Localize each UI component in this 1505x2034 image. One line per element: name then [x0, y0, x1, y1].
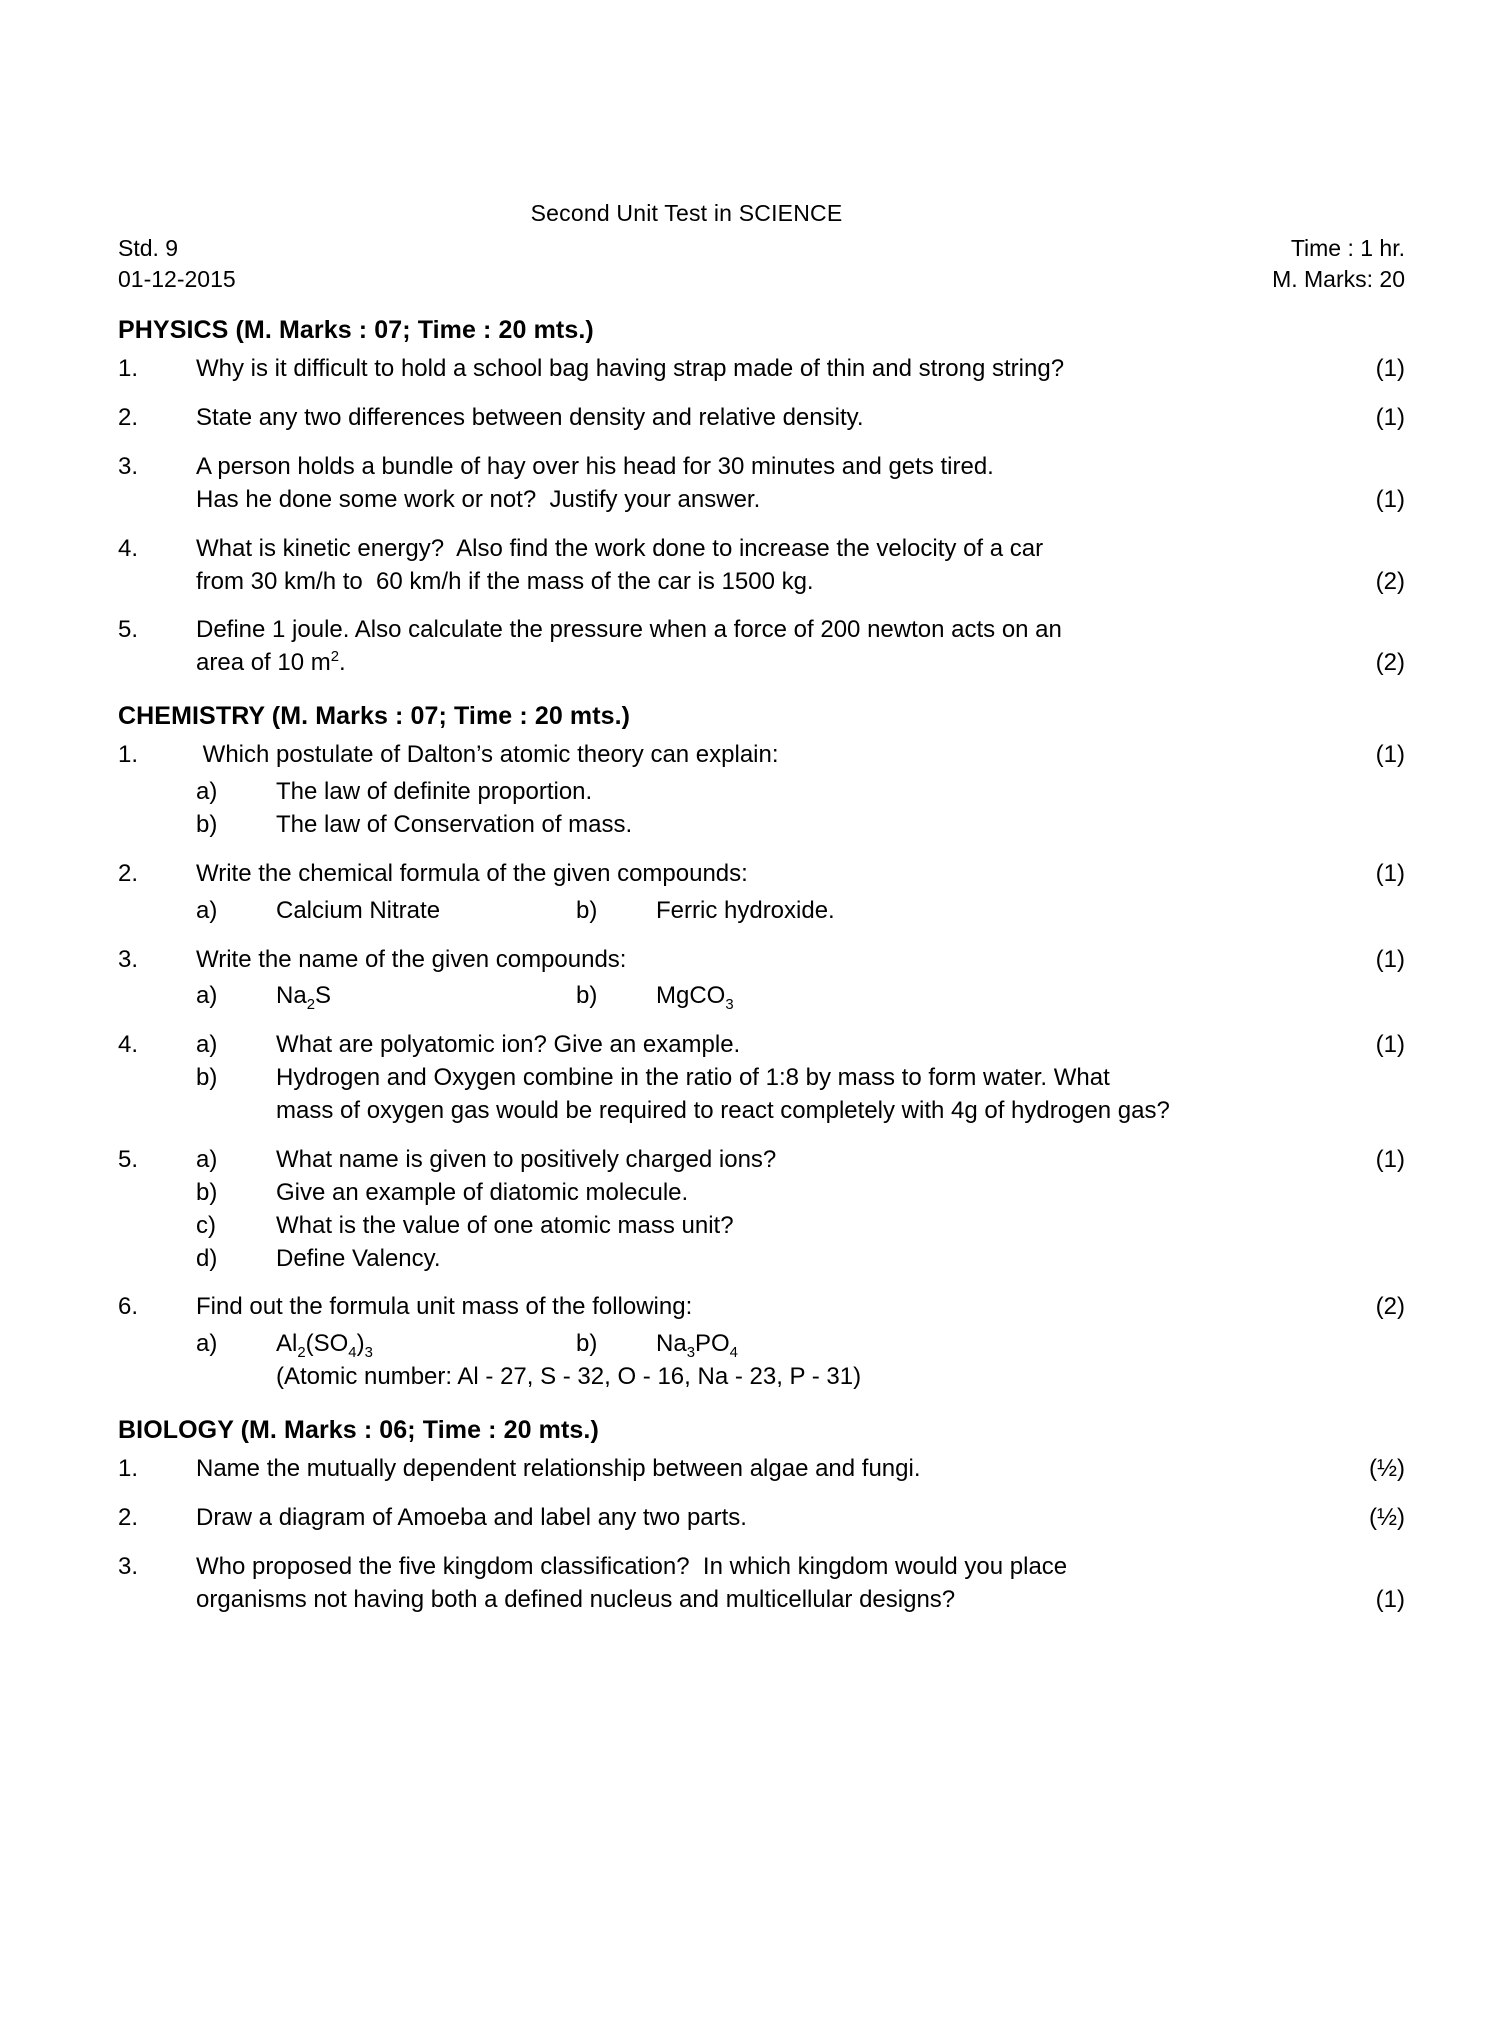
header-meta-row	[118, 233, 1405, 294]
question-subpart	[196, 980, 576, 1013]
question-chemistry-4	[118, 1029, 1405, 1128]
question-physics-5	[118, 614, 1405, 680]
question-text	[196, 614, 1313, 680]
question-marks: (1)	[1375, 404, 1405, 432]
chemical-formula: $Al_2(SO_4)_3$	[276, 1330, 373, 1362]
question-line: What is kinetic energy? Also find the work done to increase the velocity of a car	[196, 534, 1044, 562]
chemical-formula: MgCO$_3$	[656, 982, 734, 1014]
question-chemistry-5	[118, 1144, 1405, 1276]
subpart-text: What are polyatomic ion? Give an example.	[276, 1031, 741, 1059]
atomic-number-note: (Atomic number: Al - 27, S - 32, O - 16, Na - 23, P - 31)	[276, 1363, 862, 1391]
question-text	[196, 1453, 1313, 1486]
question-text	[196, 1029, 1313, 1128]
question-line: Draw a diagram of Amoeba and label any two parts.	[196, 1503, 747, 1531]
subpart-label: c)	[196, 1211, 216, 1239]
question-marks: (1)	[1375, 741, 1405, 769]
subpart-label: d)	[196, 1244, 218, 1272]
question-text	[196, 1144, 1313, 1276]
question-line: Who proposed the five kingdom classification? In which kingdom would you place	[196, 1552, 1068, 1580]
question-text	[196, 858, 1313, 928]
question-number: 2.	[118, 1503, 139, 1531]
question-line: Why is it difficult to hold a school bag having strap made of thin and strong string?	[196, 355, 1065, 383]
question-stem: Which postulate of Dalton’s atomic theory can explain:	[196, 741, 779, 769]
section-heading-physics: PHYSICS (M. Marks : 07; Time : 20 mts.)	[118, 316, 594, 345]
header-meta-right	[1272, 233, 1405, 294]
subpart-label: b)	[196, 1178, 218, 1206]
question-number: 5.	[118, 616, 139, 644]
question-subpart	[196, 776, 1313, 809]
question-stem: Write the name of the given compounds:	[196, 945, 627, 973]
section-heading-chemistry: CHEMISTRY (M. Marks : 07; Time : 20 mts.)	[118, 702, 631, 731]
subpart-text: What is the value of one atomic mass unit?	[276, 1211, 734, 1239]
question-number: 1.	[118, 1455, 139, 1483]
question-subpart-continuation	[196, 1095, 1313, 1128]
question-line-text: .	[339, 649, 346, 677]
subpart-label: a)	[196, 778, 218, 806]
question-number: 2.	[118, 859, 139, 887]
question-physics-3	[118, 451, 1405, 517]
subpart-text: The law of Conservation of mass.	[276, 810, 633, 838]
question-number: 6.	[118, 1293, 139, 1321]
question-line: State any two differences between density and relative density.	[196, 404, 864, 432]
question-marks: (1)	[1375, 945, 1405, 973]
question-subparts-row	[196, 895, 1313, 928]
question-text	[196, 402, 1313, 435]
question-subparts-row	[196, 980, 1313, 1013]
subpart-text: What name is given to positively charged ions?	[276, 1145, 777, 1173]
question-marks: (1)	[1375, 1585, 1405, 1613]
question-subpart	[196, 1210, 1313, 1243]
chemical-formula: $Na_2S$	[276, 982, 331, 1014]
subpart-text: Hydrogen and Oxygen combine in the ratio of 1:8 by mass to form water. What	[276, 1064, 1110, 1092]
question-line: Define 1 joule. Also calculate the pressure when a force of 200 newton acts on an	[196, 616, 1062, 644]
subpart-label: a)	[196, 1031, 218, 1059]
subpart-label: a)	[196, 1145, 218, 1173]
exam-duration: Time : 1 hr.	[1290, 235, 1405, 261]
exam-date: 01-12-2015	[118, 265, 236, 292]
question-number: 3.	[118, 945, 139, 973]
subpart-text: Calcium Nitrate	[276, 896, 441, 924]
subpart-text: Ferric hydroxide.	[656, 896, 835, 924]
subpart-text: mass of oxygen gas would be required to react completely with 4g of hydrogen gas?	[276, 1097, 1170, 1125]
question-number: 4.	[118, 1031, 139, 1059]
question-marks: (2)	[1375, 567, 1405, 595]
question-marks: (1)	[1375, 355, 1405, 383]
subpart-label: b)	[196, 1064, 218, 1092]
question-biology-3	[118, 1551, 1405, 1617]
question-subpart	[576, 980, 1313, 1013]
question-subpart	[196, 1144, 1313, 1177]
question-chemistry-2	[118, 858, 1405, 928]
question-subparts-row	[196, 1328, 1313, 1361]
question-stem: Write the chemical formula of the given compounds:	[196, 859, 748, 887]
question-physics-2	[118, 402, 1405, 435]
question-marks: (½)	[1369, 1503, 1405, 1531]
question-subpart	[196, 1177, 1313, 1210]
question-number: 5.	[118, 1145, 139, 1173]
question-marks: (1)	[1375, 859, 1405, 887]
question-number: 4.	[118, 534, 139, 562]
question-number: 1.	[118, 355, 139, 383]
question-subpart	[196, 895, 576, 928]
question-chemistry-1	[118, 739, 1405, 842]
question-number: 2.	[118, 404, 139, 432]
subpart-text: Give an example of diatomic molecule.	[276, 1178, 689, 1206]
question-marks: (1)	[1375, 1145, 1405, 1173]
question-stem: Find out the formula unit mass of the following:	[196, 1293, 693, 1321]
question-physics-1	[118, 353, 1405, 386]
subpart-label: b)	[196, 810, 218, 838]
question-text	[196, 451, 1313, 517]
question-line: Has he done some work or not? Justify your answer.	[196, 485, 761, 513]
subpart-label: b)	[576, 896, 598, 924]
subpart-label: a)	[196, 896, 218, 924]
question-subpart	[196, 1328, 576, 1361]
standard-label: Std. 9	[118, 235, 179, 261]
question-number: 3.	[118, 452, 139, 480]
question-subpart	[576, 1328, 1313, 1361]
question-chemistry-3	[118, 944, 1405, 1014]
question-line: from 30 km/h to 60 km/h if the mass of the car is 1500 kg.	[196, 567, 814, 595]
question-line-text: area of 10 m	[196, 649, 331, 677]
question-number: 1.	[118, 741, 139, 769]
page-title: Second Unit Test in SCIENCE	[530, 200, 843, 226]
question-chemistry-6	[118, 1291, 1405, 1394]
question-subpart	[196, 809, 1313, 842]
question-biology-2	[118, 1502, 1405, 1535]
question-text	[196, 1551, 1313, 1617]
question-marks: (2)	[1375, 649, 1405, 677]
question-line: Name the mutually dependent relationship between algae and fungi.	[196, 1455, 921, 1483]
question-marks: (½)	[1369, 1455, 1405, 1483]
question-line: A person holds a bundle of hay over his head for 30 minutes and gets tired.	[196, 452, 994, 480]
subpart-label: b)	[576, 982, 598, 1010]
question-marks: (1)	[1375, 1031, 1405, 1059]
question-subpart	[196, 1062, 1313, 1095]
subpart-label: a)	[196, 1330, 218, 1358]
question-biology-1	[118, 1453, 1405, 1486]
subpart-text: Define Valency.	[276, 1244, 441, 1272]
question-marks: (2)	[1375, 1293, 1405, 1321]
header-meta-left	[118, 233, 236, 294]
question-text	[196, 1291, 1313, 1394]
question-text	[196, 533, 1313, 599]
question-line	[196, 647, 1313, 680]
question-subpart	[576, 895, 1313, 928]
question-text	[196, 944, 1313, 1014]
question-subpart	[196, 1029, 1313, 1062]
superscript-exponent: 2	[330, 649, 340, 666]
chemical-formula: $Na_3PO_4$	[656, 1330, 738, 1362]
question-marks: (1)	[1375, 485, 1405, 513]
question-text	[196, 1502, 1313, 1535]
question-physics-4	[118, 533, 1405, 599]
exam-max-marks: M. Marks: 20	[1272, 265, 1405, 292]
subpart-label: a)	[196, 982, 218, 1010]
question-subpart	[196, 1243, 1313, 1276]
section-heading-biology: BIOLOGY (M. Marks : 06; Time : 20 mts.)	[118, 1416, 599, 1445]
question-text	[196, 353, 1313, 386]
question-text	[196, 739, 1313, 842]
subpart-label: b)	[576, 1330, 598, 1358]
question-number: 3.	[118, 1552, 139, 1580]
subpart-text: The law of definite proportion.	[276, 778, 593, 806]
question-line: organisms not having both a defined nucleus and multicellular designs?	[196, 1585, 956, 1613]
